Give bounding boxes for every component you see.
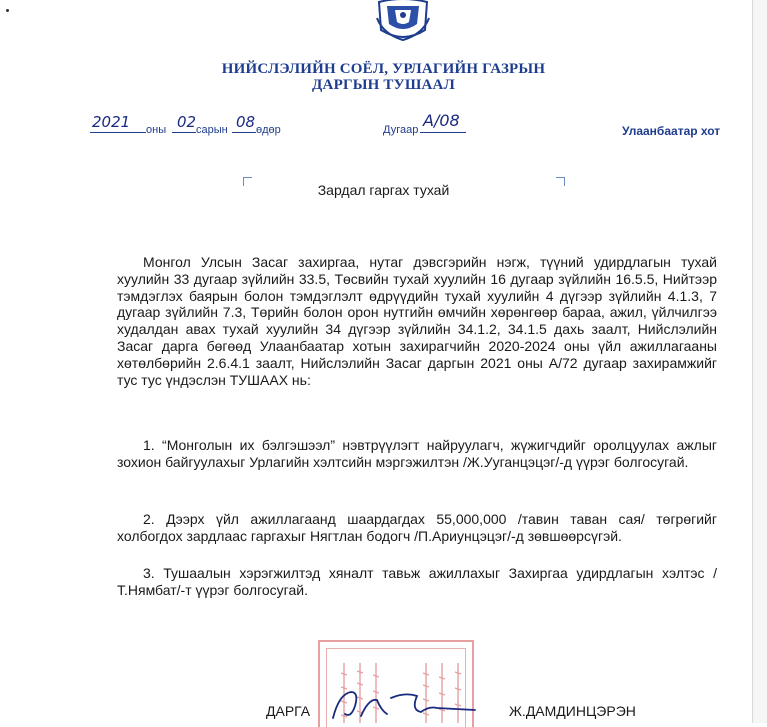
year-handwritten: 2021 [92,113,131,131]
number-handwritten: А/08 [423,111,460,130]
month-underline [172,132,196,133]
state-emblem-icon [373,0,433,42]
signatory-name: Ж.ДАМДИНЦЭРЭН [509,703,636,719]
subject-title: Зардал гаргах тухай [317,182,450,198]
order-item-1: 1. “Монголын их бэлгэшээл” нэвтрүүлэгт найруулагч, жүжигчдийг оролцуулах ажлыг зохион байгуулахыг Урлагийн хэлтсийн мэргэжилтэн /Ж.Ууганцэцэг/-д үүрэг болгосугай. [117,437,717,470]
page-edge [752,0,767,723]
handwritten-signature [325,688,485,723]
month-handwritten: 02 [177,113,197,131]
scan-dot [6,9,9,12]
order-item-3: 3. Тушаалын хэрэгжилтэд хяналт тавьж ажиллахыг Захиргаа удирдлагын хэлтэс /Т.Нямбат/-т үүрэг болгосугай. [117,565,717,598]
day-label: өдөр [256,124,281,136]
order-item-2: 2. Дээрх үйл ажиллагаанд шаардагдах 55,000,000 /тавин таван сая/ төгрөгийг холбогдох зардлаас гаргахыг Нягтлан бодогч /П.Ариунцэцэг/-д зөвшөөрсүгэй. [117,511,717,544]
month-label: сарын [196,124,228,136]
city-label: Улаанбаатар хот [622,124,721,138]
number-underline [420,132,466,133]
org-name: НИЙСЛЭЛИЙН СОЁЛ, УРЛАГИЙН ГАЗРЫН [221,61,546,77]
signatory-title: ДАРГА [266,703,311,719]
year-underline [90,132,146,133]
day-handwritten: 08 [236,113,256,131]
preamble-paragraph: Монгол Улсын Засаг захиргаа, нутаг дэвсгэрийн нэгж, түүний удирдлагын тухай хуулийн 33 дугаар зүйлийн 33.5, Төсвийн тухай хуулийн 16 дугаар зүйлийн 16.5.5, Нийтээр тэмдэглэх баярын болон тэмдэглэлт өдрүүдийн тухай хуулийн 4 дүгээр зүйлийн 4.1.3, 7 дугаар зүйлийн 7.3, Төрийн болон орон нутгийн өмчийн хөрөнгөөр бараа, ажил, үйлчилгээ худалдан авах тухай хуулийн 34 дүгээр зүйлийн 34.1.2, 34.1.5 дахь заалт, Нийслэлийн Засаг дарга бөгөөд Улаанбаатар хотын захирагчийн 2020-2024 оны үйл ажиллагааны хөтөлбөрийн 2.6.4.1 заалт, Нийслэлийн Засаг даргын 2021 оны А/72 дугаар захирамжийг тус тус үндэслэн ТУШААХ нь: [117,254,717,388]
document-type: ДАРГЫН ТУШААЛ [312,77,455,93]
number-label: Дугаар [383,124,419,136]
year-label: оны [146,124,167,136]
day-underline [232,132,256,133]
